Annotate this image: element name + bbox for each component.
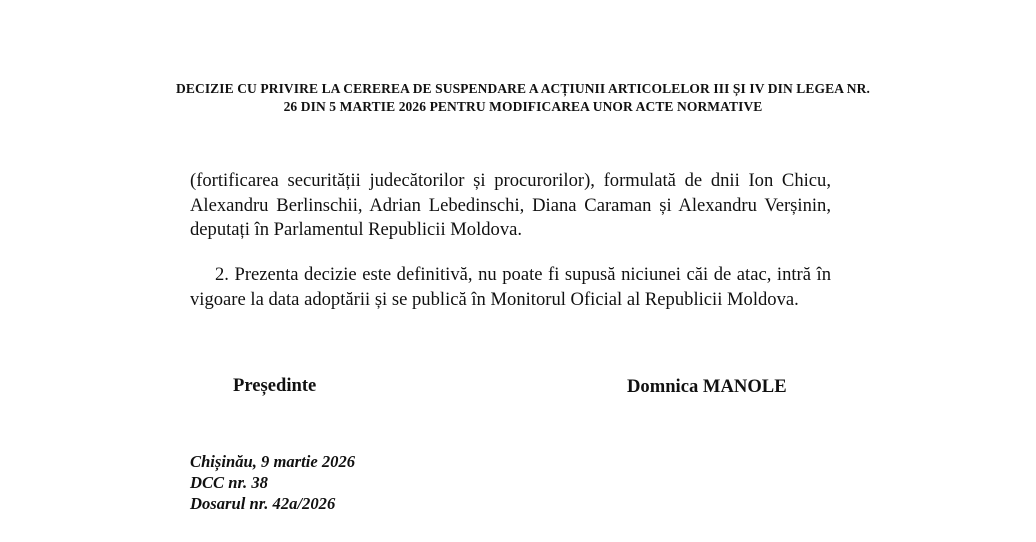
document-heading: DECIZIE CU PRIVIRE LA CEREREA DE SUSPENDARE A ACȚIUNII ARTICOLELOR III ȘI IV DIN LEGEA NR. 26 DIN 5 MARTIE 2026 PENTRU MODIFICAREA UNOR ACTE NORMATIVE: [176, 81, 870, 114]
signatory-name: Domnica MANOLE: [627, 376, 787, 397]
paragraph-2: 2. Prezenta decizie este definitivă, nu poate fi supusă niciunei căi de atac, intră în vigoare la data adoptării și se publică în Monitorul Oficial al Republicii Moldova.: [190, 264, 831, 310]
place-and-date: Chișinău, 9 martie 2026: [190, 452, 356, 471]
document-metadata: [190, 451, 355, 514]
dcc-number: DCC nr. 38: [190, 473, 268, 492]
signatory-role: Președinte: [233, 375, 317, 396]
paragraph-continuation: (fortificarea securității judecătorilor și procurorilor), formulată de dnii Ion Chicu, Alexandru Berlinschii, Adrian Lebedinschi, Diana Caraman și Alexandru Verșinin, deputați în Parlamentul Republicii Moldova.: [190, 170, 831, 240]
dossier-number: Dosarul nr. 42a/2026: [190, 494, 336, 513]
